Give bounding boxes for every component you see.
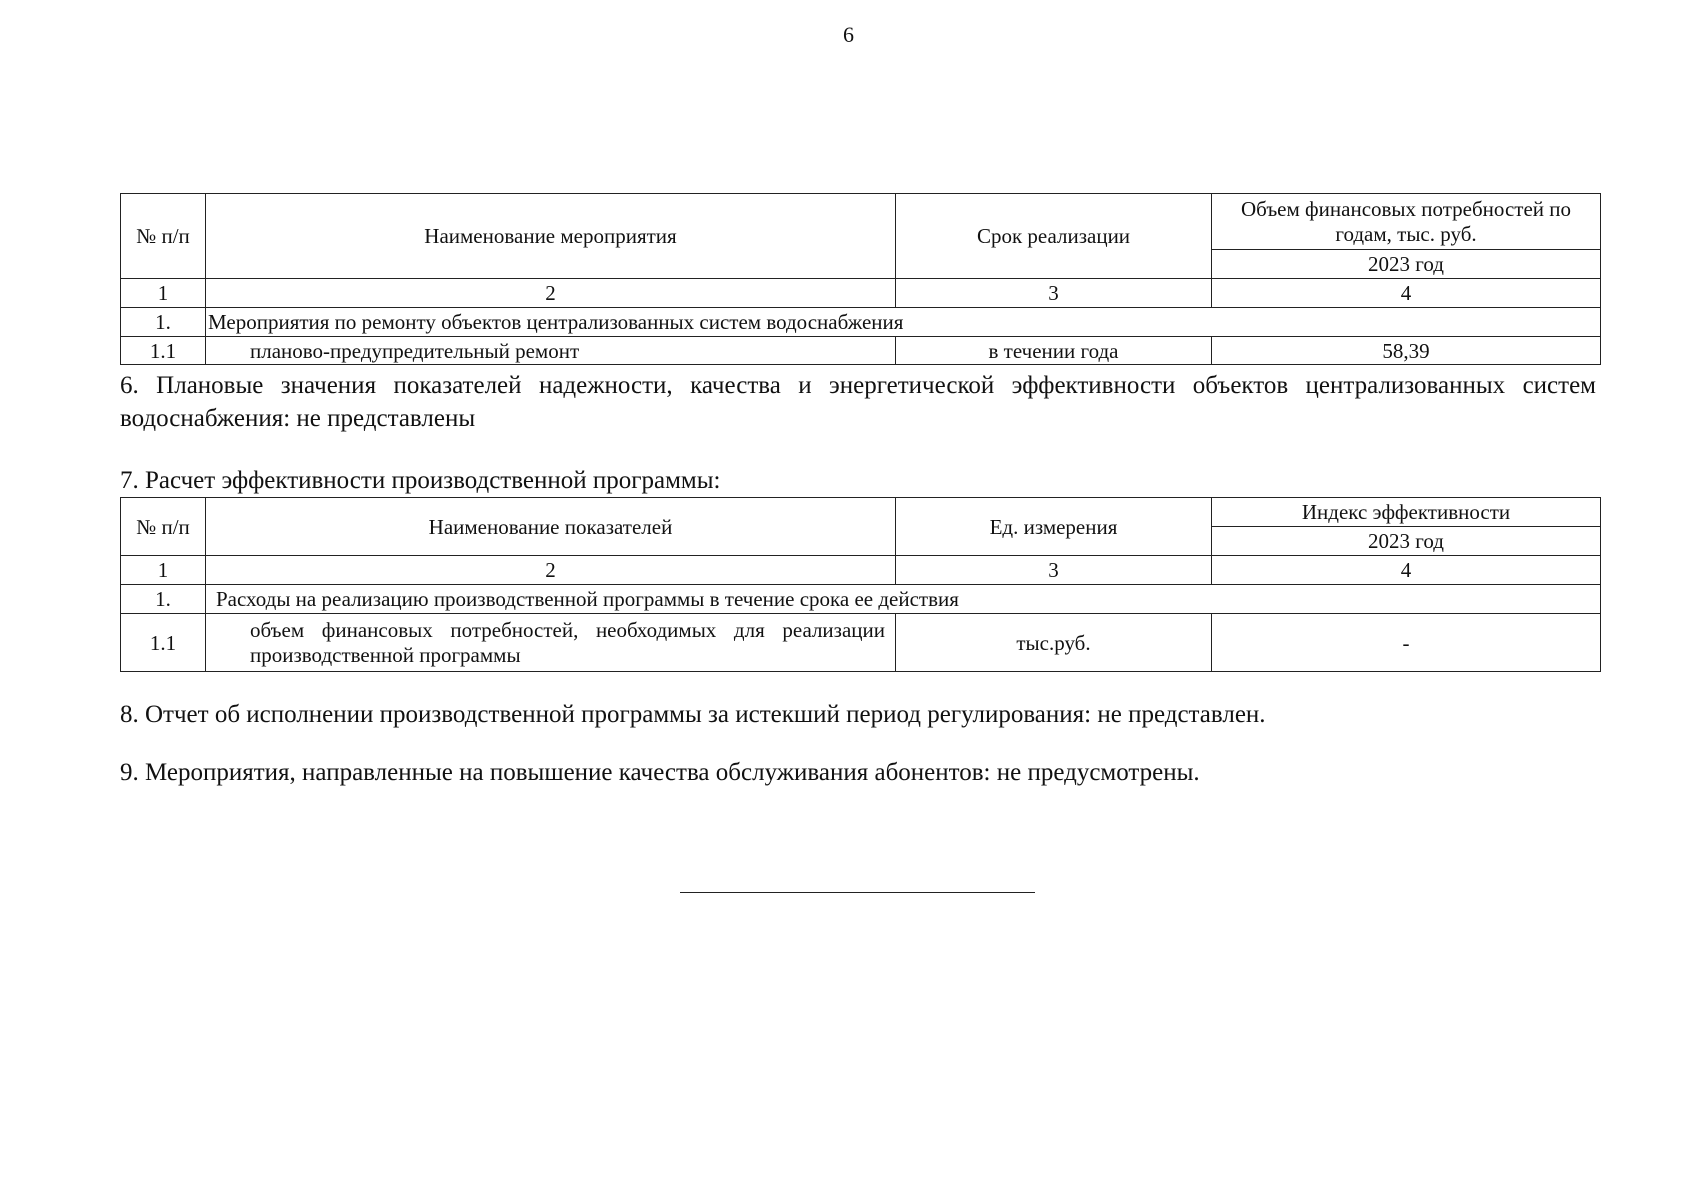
- row-num: 1.1: [121, 614, 206, 672]
- header-year: 2023 год: [1212, 527, 1601, 556]
- header-activity-name: Наименование мероприятия: [206, 194, 896, 279]
- header-efficiency-index: Индекс эффективности: [1212, 498, 1601, 527]
- section-num: 1.: [121, 308, 206, 337]
- activities-table: [120, 193, 1601, 365]
- index-cell: 1: [121, 279, 206, 308]
- efficiency-table: [120, 497, 1601, 672]
- header-unit: Ед. измерения: [896, 498, 1212, 556]
- section-6-text: 6. Плановые значения показателей надежности, качества и энергетической эффективности объектов централизованных систем водоснабжения: не представлены: [120, 372, 1596, 432]
- index-cell: 2: [206, 279, 896, 308]
- section-title: Мероприятия по ремонту объектов централизованных систем водоснабжения: [206, 308, 1601, 337]
- row-num: 1.1: [121, 337, 206, 365]
- index-cell: 1: [121, 556, 206, 585]
- header-indicator-name: Наименование показателей: [206, 498, 896, 556]
- section-8-text: 8. Отчет об исполнении производственной программы за истекший период регулирования: не представлен.: [120, 701, 1266, 728]
- index-cell: 2: [206, 556, 896, 585]
- row-value: -: [1212, 614, 1601, 672]
- section-7-heading: 7. Расчет эффективности производственной программы:: [120, 467, 721, 494]
- row-term: в течении года: [896, 337, 1212, 365]
- section-9-text: 9. Мероприятия, направленные на повышение качества обслуживания абонентов: не предусмотрены.: [120, 759, 1200, 786]
- index-cell: 4: [1212, 556, 1601, 585]
- closing-separator-line: [680, 892, 1035, 893]
- index-cell: 4: [1212, 279, 1601, 308]
- page-number: 6: [843, 22, 854, 47]
- index-cell: 3: [896, 279, 1212, 308]
- header-num: № п/п: [121, 194, 206, 279]
- index-cell: 3: [896, 556, 1212, 585]
- header-financial-volume: Объем финансовых потребностей по годам, тыс. руб.: [1212, 194, 1601, 250]
- row-activity-name: планово-предупредительный ремонт: [206, 337, 896, 365]
- row-value: 58,39: [1212, 337, 1601, 365]
- row-indicator-name: объем финансовых потребностей, необходимых для реализации производственной программы: [206, 614, 896, 672]
- row-unit: тыс.руб.: [896, 614, 1212, 672]
- header-year: 2023 год: [1212, 250, 1601, 279]
- header-term: Срок реализации: [896, 194, 1212, 279]
- header-num: № п/п: [121, 498, 206, 556]
- section-num: 1.: [121, 585, 206, 614]
- section-title: Расходы на реализацию производственной программы в течение срока ее действия: [206, 585, 1601, 614]
